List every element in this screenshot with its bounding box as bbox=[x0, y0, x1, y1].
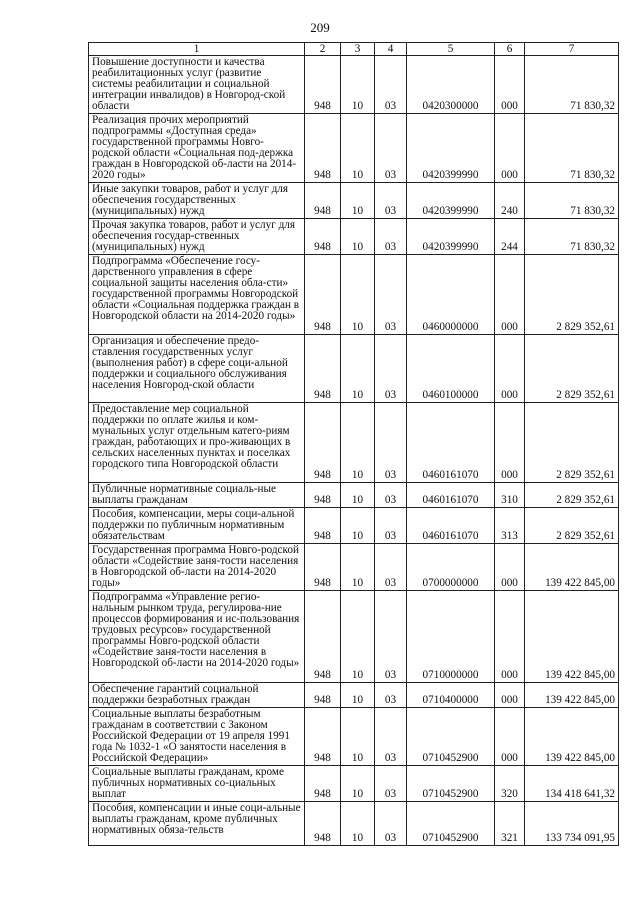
row-description: Повышение доступности и качества реабилитационных услуг (развитие системы реабилитации и социальной интеграции инвалидов) в Новгород-ской области bbox=[89, 56, 305, 114]
row-description: Социальные выплаты гражданам, кроме публичных нормативных со-циальных выплат bbox=[89, 766, 305, 802]
cell-target-code: 0460161070 bbox=[407, 403, 495, 483]
table-row bbox=[89, 403, 619, 483]
cell-code-2: 948 bbox=[305, 183, 341, 219]
table-row bbox=[89, 56, 619, 114]
cell-target-code: 0710000000 bbox=[407, 591, 495, 683]
cell-amount: 2 829 352,61 bbox=[525, 255, 619, 335]
cell-amount: 139 422 845,00 bbox=[525, 544, 619, 591]
table-row bbox=[89, 114, 619, 183]
cell-code-2: 948 bbox=[305, 255, 341, 335]
cell-code-4: 03 bbox=[375, 544, 407, 591]
cell-code-4: 03 bbox=[375, 255, 407, 335]
cell-expense-type: 000 bbox=[495, 403, 525, 483]
column-header: 3 bbox=[341, 43, 375, 56]
table-row bbox=[89, 766, 619, 802]
cell-code-4: 03 bbox=[375, 114, 407, 183]
cell-code-4: 03 bbox=[375, 335, 407, 403]
row-description: Обеспечение гарантий социальной поддержки безработных граждан bbox=[89, 683, 305, 708]
cell-target-code: 0460161070 bbox=[407, 483, 495, 508]
cell-amount: 133 734 091,95 bbox=[525, 802, 619, 846]
cell-code-3: 10 bbox=[341, 683, 375, 708]
row-description: Публичные нормативные социаль-ные выплаты гражданам bbox=[89, 483, 305, 508]
cell-target-code: 0700000000 bbox=[407, 544, 495, 591]
row-description: Подпрограмма «Обеспечение госу-дарственного управления в сфере социальной защиты населения обла-сти» государственной программы Новгородской области «Социальная поддержка граждан в Новгородской области на 2014-2020 годы» bbox=[89, 255, 305, 335]
table-row bbox=[89, 708, 619, 766]
row-description: Организация и обеспечение предо-ставления государственных услуг (выполнения работ) в сфере соци-альной поддержки и социального обслуживания населения Новгород-ской области bbox=[89, 335, 305, 403]
table-row bbox=[89, 335, 619, 403]
cell-code-3: 10 bbox=[341, 802, 375, 846]
cell-expense-type: 000 bbox=[495, 255, 525, 335]
cell-amount: 139 422 845,00 bbox=[525, 683, 619, 708]
cell-code-2: 948 bbox=[305, 766, 341, 802]
cell-target-code: 0710452900 bbox=[407, 708, 495, 766]
cell-expense-type: 320 bbox=[495, 766, 525, 802]
cell-code-3: 10 bbox=[341, 56, 375, 114]
cell-code-3: 10 bbox=[341, 591, 375, 683]
cell-amount: 2 829 352,61 bbox=[525, 508, 619, 544]
cell-expense-type: 313 bbox=[495, 508, 525, 544]
row-description: Иные закупки товаров, работ и услуг для обеспечения государственных (муниципальных) нужд bbox=[89, 183, 305, 219]
cell-code-3: 10 bbox=[341, 114, 375, 183]
cell-expense-type: 000 bbox=[495, 591, 525, 683]
cell-target-code: 0420399990 bbox=[407, 114, 495, 183]
cell-code-4: 03 bbox=[375, 766, 407, 802]
cell-code-3: 10 bbox=[341, 255, 375, 335]
cell-amount: 71 830,32 bbox=[525, 56, 619, 114]
column-header: 5 bbox=[407, 43, 495, 56]
cell-target-code: 0460100000 bbox=[407, 335, 495, 403]
cell-amount: 139 422 845,00 bbox=[525, 708, 619, 766]
table-row bbox=[89, 508, 619, 544]
cell-target-code: 0710452900 bbox=[407, 802, 495, 846]
cell-code-4: 03 bbox=[375, 403, 407, 483]
cell-amount: 71 830,32 bbox=[525, 114, 619, 183]
cell-code-2: 948 bbox=[305, 219, 341, 255]
cell-expense-type: 240 bbox=[495, 183, 525, 219]
row-description: Социальные выплаты безработным гражданам в соответствии с Законом Российской Федерации от 19 апреля 1991 года № 1032-1 «О занятости населения в Российской Федерации» bbox=[89, 708, 305, 766]
row-description: Государственная программа Новго-родской области «Содействие заня-тости населения в Новгородской об-ласти на 2014-2020 годы» bbox=[89, 544, 305, 591]
column-header: 2 bbox=[305, 43, 341, 56]
cell-expense-type: 000 bbox=[495, 708, 525, 766]
cell-amount: 2 829 352,61 bbox=[525, 335, 619, 403]
cell-code-3: 10 bbox=[341, 508, 375, 544]
column-header: 6 bbox=[495, 43, 525, 56]
cell-code-2: 948 bbox=[305, 508, 341, 544]
column-header: 4 bbox=[375, 43, 407, 56]
cell-code-4: 03 bbox=[375, 708, 407, 766]
cell-code-4: 03 bbox=[375, 591, 407, 683]
cell-code-4: 03 bbox=[375, 683, 407, 708]
cell-code-3: 10 bbox=[341, 219, 375, 255]
cell-code-2: 948 bbox=[305, 708, 341, 766]
cell-target-code: 0710452900 bbox=[407, 766, 495, 802]
cell-code-4: 03 bbox=[375, 56, 407, 114]
cell-target-code: 0420399990 bbox=[407, 183, 495, 219]
cell-code-3: 10 bbox=[341, 544, 375, 591]
cell-code-2: 948 bbox=[305, 483, 341, 508]
cell-target-code: 0420399990 bbox=[407, 219, 495, 255]
cell-code-2: 948 bbox=[305, 802, 341, 846]
table-row bbox=[89, 802, 619, 846]
cell-amount: 71 830,32 bbox=[525, 219, 619, 255]
column-header: 1 bbox=[89, 43, 305, 56]
cell-amount: 2 829 352,61 bbox=[525, 483, 619, 508]
cell-code-2: 948 bbox=[305, 403, 341, 483]
page-number: 209 bbox=[310, 20, 330, 35]
cell-code-4: 03 bbox=[375, 483, 407, 508]
column-header: 7 bbox=[525, 43, 619, 56]
table-row bbox=[89, 483, 619, 508]
cell-expense-type: 244 bbox=[495, 219, 525, 255]
table-body bbox=[89, 56, 619, 846]
cell-target-code: 0460000000 bbox=[407, 255, 495, 335]
cell-expense-type: 321 bbox=[495, 802, 525, 846]
cell-code-3: 10 bbox=[341, 183, 375, 219]
row-description: Пособия, компенсации, меры соци-альной поддержки по публичным нормативным обязательствам bbox=[89, 508, 305, 544]
cell-expense-type: 000 bbox=[495, 683, 525, 708]
cell-amount: 2 829 352,61 bbox=[525, 403, 619, 483]
budget-table bbox=[88, 42, 619, 846]
cell-code-2: 948 bbox=[305, 56, 341, 114]
cell-code-3: 10 bbox=[341, 335, 375, 403]
cell-code-2: 948 bbox=[305, 335, 341, 403]
cell-target-code: 0460161070 bbox=[407, 508, 495, 544]
cell-code-3: 10 bbox=[341, 403, 375, 483]
cell-code-4: 03 bbox=[375, 219, 407, 255]
cell-code-4: 03 bbox=[375, 183, 407, 219]
cell-expense-type: 000 bbox=[495, 56, 525, 114]
cell-expense-type: 000 bbox=[495, 544, 525, 591]
cell-code-2: 948 bbox=[305, 114, 341, 183]
cell-code-3: 10 bbox=[341, 708, 375, 766]
table-row bbox=[89, 683, 619, 708]
cell-expense-type: 000 bbox=[495, 335, 525, 403]
table-row bbox=[89, 544, 619, 591]
table-row bbox=[89, 183, 619, 219]
table-row bbox=[89, 255, 619, 335]
table-row bbox=[89, 219, 619, 255]
cell-expense-type: 000 bbox=[495, 114, 525, 183]
cell-code-3: 10 bbox=[341, 483, 375, 508]
cell-expense-type: 310 bbox=[495, 483, 525, 508]
row-description: Подпрограмма «Управление регио-нальным рынком труда, регулирова-ние процессов формирования и ис-пользования трудовых ресурсов» государственной программы Новго-родской области «Содействие заня-тости населения в Новгородской об-ласти на 2014-2020 годы» bbox=[89, 591, 305, 683]
cell-code-2: 948 bbox=[305, 591, 341, 683]
cell-amount: 71 830,32 bbox=[525, 183, 619, 219]
row-description: Пособия, компенсации и иные соци-альные выплаты гражданам, кроме публичных нормативных обяза-тельств bbox=[89, 802, 305, 846]
table-row bbox=[89, 591, 619, 683]
cell-code-4: 03 bbox=[375, 508, 407, 544]
cell-amount: 134 418 641,32 bbox=[525, 766, 619, 802]
cell-amount: 139 422 845,00 bbox=[525, 591, 619, 683]
cell-target-code: 0710400000 bbox=[407, 683, 495, 708]
header-row bbox=[89, 43, 619, 56]
cell-code-3: 10 bbox=[341, 766, 375, 802]
cell-code-2: 948 bbox=[305, 683, 341, 708]
cell-code-4: 03 bbox=[375, 802, 407, 846]
row-description: Предоставление мер социальной поддержки по оплате жилья и ком-мунальных услуг отдельным катего-риям граждан, работающих и про-живающих в сельских населенных пунктах и поселках городского типа Новгородской области bbox=[89, 403, 305, 483]
cell-target-code: 0420300000 bbox=[407, 56, 495, 114]
row-description: Реализация прочих мероприятий подпрограммы «Доступная среда» государственной программы Новго-родской области «Социальная под-держка граждан в Новгородской об-ласти на 2014-2020 годы» bbox=[89, 114, 305, 183]
cell-code-2: 948 bbox=[305, 544, 341, 591]
row-description: Прочая закупка товаров, работ и услуг для обеспечения государ-ственных (муниципальных) нужд bbox=[89, 219, 305, 255]
